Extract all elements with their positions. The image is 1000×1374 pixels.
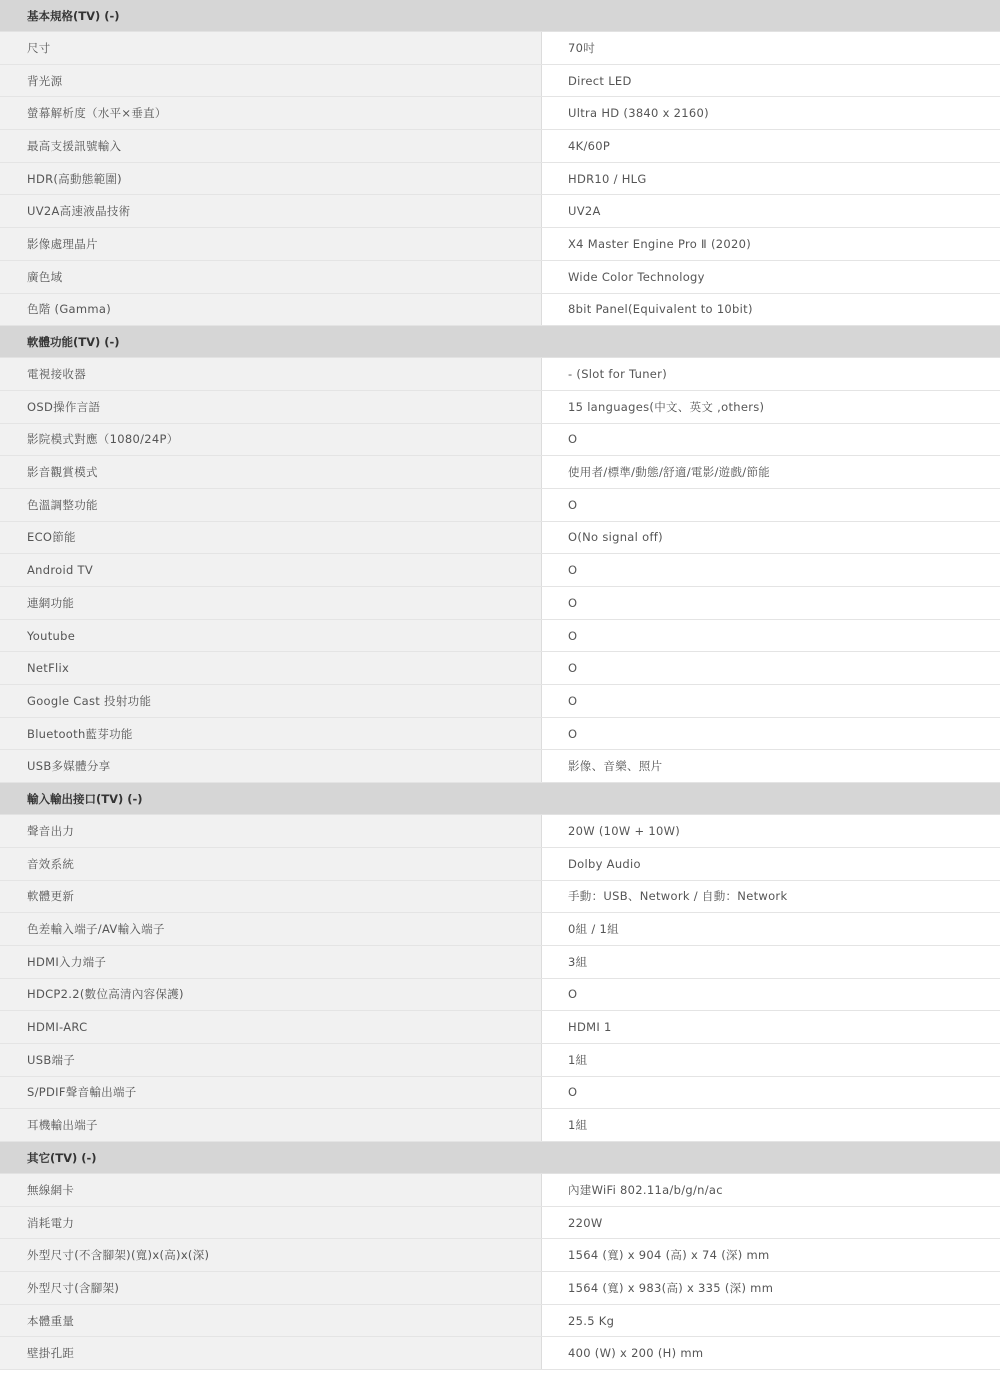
spec-value: O(No signal off): [542, 522, 1000, 554]
spec-label: HDR(高動態範圍): [0, 163, 542, 195]
spec-value: 1564 (寬) x 904 (高) x 74 (深) mm: [542, 1239, 1000, 1271]
spec-row: [0, 946, 1000, 979]
spec-label: 耳機輸出端子: [0, 1109, 542, 1141]
spec-row: [0, 228, 1000, 261]
spec-value: 手動：USB、Network / 自動：Network: [542, 881, 1000, 913]
spec-row: [0, 97, 1000, 130]
spec-row: [0, 456, 1000, 489]
spec-value: X4 Master Engine Pro Ⅱ (2020): [542, 228, 1000, 260]
spec-label: 背光源: [0, 65, 542, 97]
spec-label: Google Cast 投射功能: [0, 685, 542, 717]
spec-label: 色溫調整功能: [0, 489, 542, 521]
spec-label: 影院模式對應（1080/24P）: [0, 424, 542, 456]
spec-value: O: [542, 652, 1000, 684]
spec-row: [0, 391, 1000, 424]
spec-label: S/PDIF聲音輸出端子: [0, 1077, 542, 1109]
spec-row: [0, 750, 1000, 783]
spec-row: [0, 1044, 1000, 1077]
spec-value: 4K/60P: [542, 130, 1000, 162]
spec-label: HDMI入力端子: [0, 946, 542, 978]
spec-value: O: [542, 554, 1000, 586]
spec-label: 壁掛孔距: [0, 1337, 542, 1369]
spec-label: 外型尺寸(含腳架): [0, 1272, 542, 1304]
spec-value: Ultra HD (3840 x 2160): [542, 97, 1000, 129]
spec-row: [0, 1011, 1000, 1044]
section-header: 基本規格(TV) (-): [0, 0, 1000, 32]
spec-value: 1組: [542, 1109, 1000, 1141]
spec-label: 影像處理晶片: [0, 228, 542, 260]
spec-value: O: [542, 685, 1000, 717]
spec-label: ECO節能: [0, 522, 542, 554]
spec-value: 25.5 Kg: [542, 1305, 1000, 1337]
spec-label: 軟體更新: [0, 881, 542, 913]
spec-row: [0, 65, 1000, 98]
spec-value: 15 languages(中文、英文 ,others): [542, 391, 1000, 423]
spec-label: 色階 (Gamma): [0, 294, 542, 326]
spec-label: 音效系統: [0, 848, 542, 880]
spec-row: [0, 1109, 1000, 1142]
spec-value: O: [542, 1077, 1000, 1109]
spec-label: NetFlix: [0, 652, 542, 684]
spec-label: 本體重量: [0, 1305, 542, 1337]
spec-label: USB端子: [0, 1044, 542, 1076]
spec-label: 廣色域: [0, 261, 542, 293]
spec-row: [0, 718, 1000, 751]
spec-value: UV2A: [542, 195, 1000, 227]
spec-value: 400 (W) x 200 (H) mm: [542, 1337, 1000, 1369]
spec-row: [0, 979, 1000, 1012]
spec-label: UV2A高速液晶技術: [0, 195, 542, 227]
spec-label: HDCP2.2(數位高清內容保護): [0, 979, 542, 1011]
spec-label: 最高支援訊號輸入: [0, 130, 542, 162]
spec-label: 電視接收器: [0, 358, 542, 390]
spec-value: 使用者/標準/動態/舒適/電影/遊戲/節能: [542, 456, 1000, 488]
spec-value: 220W: [542, 1207, 1000, 1239]
spec-value: O: [542, 489, 1000, 521]
spec-row: [0, 424, 1000, 457]
spec-label: 消耗電力: [0, 1207, 542, 1239]
spec-value: Dolby Audio: [542, 848, 1000, 880]
spec-value: O: [542, 620, 1000, 652]
spec-row: [0, 1239, 1000, 1272]
spec-label: HDMI-ARC: [0, 1011, 542, 1043]
spec-row: [0, 685, 1000, 718]
spec-value: HDR10 / HLG: [542, 163, 1000, 195]
spec-label: USB多媒體分享: [0, 750, 542, 782]
spec-label: 色差輸入端子/AV輸入端子: [0, 913, 542, 945]
spec-value: 1564 (寬) x 983(高) x 335 (深) mm: [542, 1272, 1000, 1304]
spec-value: O: [542, 424, 1000, 456]
spec-value: O: [542, 718, 1000, 750]
spec-label: 外型尺寸(不含腳架)(寬)x(高)x(深): [0, 1239, 542, 1271]
spec-row: [0, 1077, 1000, 1110]
spec-label: 螢幕解析度（水平×垂直）: [0, 97, 542, 129]
spec-row: [0, 554, 1000, 587]
spec-value: Direct LED: [542, 65, 1000, 97]
spec-row: [0, 815, 1000, 848]
spec-value: O: [542, 979, 1000, 1011]
section-header: 輸入輸出接口(TV) (-): [0, 783, 1000, 815]
spec-row: [0, 261, 1000, 294]
spec-row: [0, 1272, 1000, 1305]
spec-value: 8bit Panel(Equivalent to 10bit): [542, 294, 1000, 326]
spec-value: - (Slot for Tuner): [542, 358, 1000, 390]
spec-row: [0, 1305, 1000, 1338]
spec-label: Bluetooth藍芽功能: [0, 718, 542, 750]
spec-value: 20W (10W + 10W): [542, 815, 1000, 847]
spec-row: [0, 1337, 1000, 1370]
spec-row: [0, 358, 1000, 391]
spec-row: [0, 913, 1000, 946]
spec-row: [0, 652, 1000, 685]
spec-value: 影像、音樂、照片: [542, 750, 1000, 782]
spec-label: 無線網卡: [0, 1174, 542, 1206]
spec-row: [0, 163, 1000, 196]
spec-row: [0, 522, 1000, 555]
spec-value: 0組 / 1組: [542, 913, 1000, 945]
spec-value: HDMI 1: [542, 1011, 1000, 1043]
spec-label: Android TV: [0, 554, 542, 586]
spec-row: [0, 489, 1000, 522]
spec-label: OSD操作言語: [0, 391, 542, 423]
spec-row: [0, 32, 1000, 65]
spec-label: 連網功能: [0, 587, 542, 619]
spec-value: 內建WiFi 802.11a/b/g/n/ac: [542, 1174, 1000, 1206]
spec-row: [0, 294, 1000, 327]
spec-value: 70吋: [542, 32, 1000, 64]
spec-label: 影音觀賞模式: [0, 456, 542, 488]
spec-row: [0, 130, 1000, 163]
spec-row: [0, 848, 1000, 881]
spec-label: 尺寸: [0, 32, 542, 64]
spec-value: Wide Color Technology: [542, 261, 1000, 293]
spec-row: [0, 1174, 1000, 1207]
spec-value: 3組: [542, 946, 1000, 978]
section-header: 其它(TV) (-): [0, 1142, 1000, 1174]
section-header: 軟體功能(TV) (-): [0, 326, 1000, 358]
spec-label: Youtube: [0, 620, 542, 652]
spec-row: [0, 587, 1000, 620]
spec-row: [0, 195, 1000, 228]
spec-value: O: [542, 587, 1000, 619]
spec-row: [0, 881, 1000, 914]
spec-row: [0, 620, 1000, 653]
spec-row: [0, 1207, 1000, 1240]
spec-label: 聲音出力: [0, 815, 542, 847]
spec-value: 1組: [542, 1044, 1000, 1076]
